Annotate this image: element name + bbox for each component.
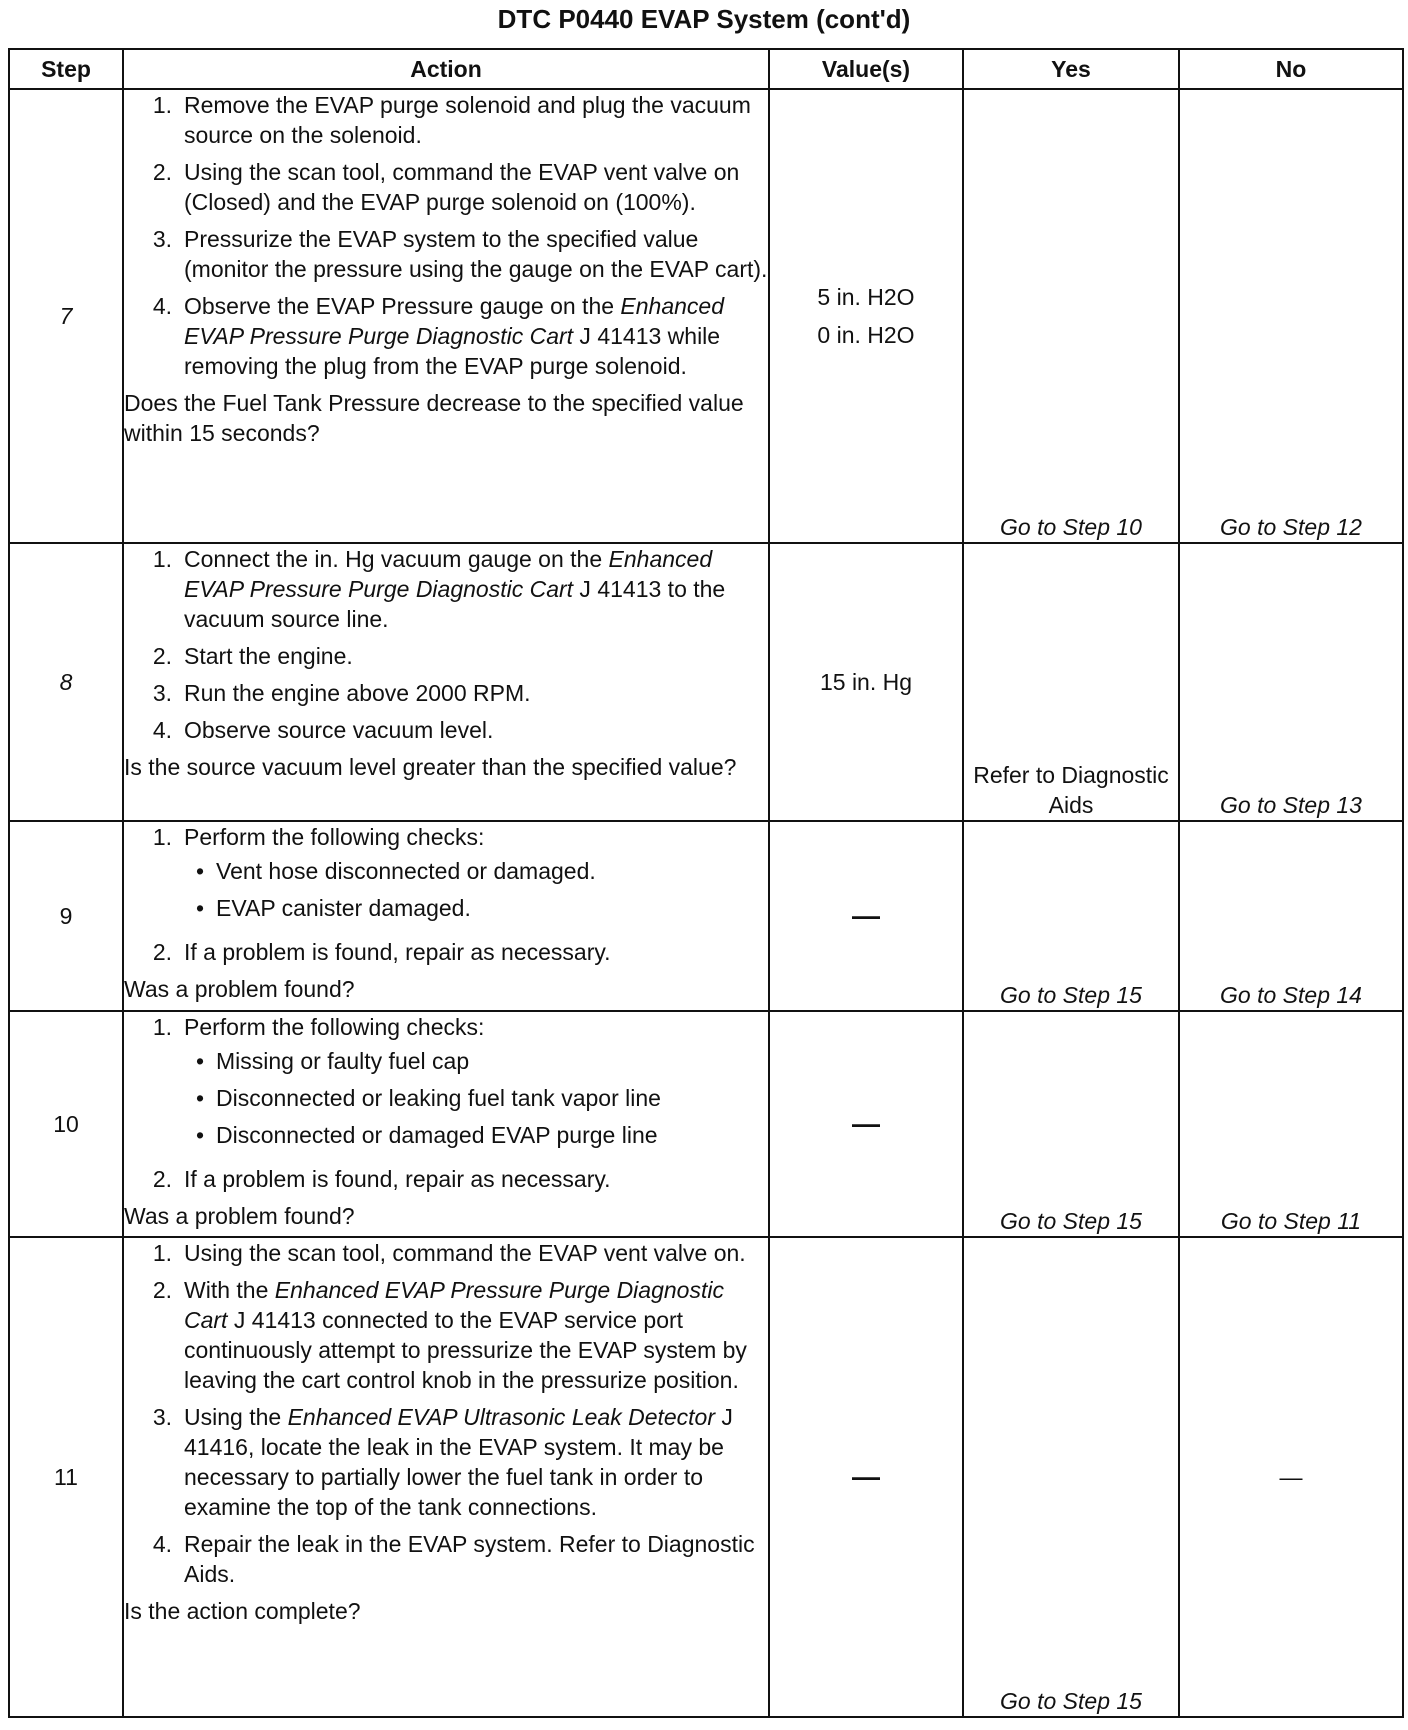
step-number: 7 bbox=[9, 89, 123, 543]
tool-name: Enhanced EVAP Ultrasonic Leak Detector bbox=[287, 1404, 716, 1430]
value-text: 0 in. H2O bbox=[817, 322, 915, 348]
action-step: 3. Using the Enhanced EVAP Ultrasonic Leak Detector J 41416, locate the leak in the EVAP system. It may be necessary to partially lower the fuel tank in order to examine the top of the tank connections. bbox=[152, 1404, 733, 1520]
action-step: 1. Connect the in. Hg vacuum gauge on the Enhanced EVAP Pressure Purge Diagnostic Cart J 41413 to the vacuum source line. bbox=[152, 546, 726, 632]
step-number: 10 bbox=[9, 1011, 123, 1237]
step-number: 11 bbox=[9, 1237, 123, 1717]
question-text: Does the Fuel Tank Pressure decrease to the specified value within 15 seconds? bbox=[124, 390, 744, 446]
values-cell bbox=[769, 543, 963, 821]
check-list bbox=[184, 856, 768, 923]
tool-name: Enhanced EVAP Pressure Purge Diagnostic Cart bbox=[184, 546, 713, 602]
action-step: 1. Remove the EVAP purge solenoid and plug the vacuum source on the solenoid. bbox=[152, 92, 751, 148]
action-step: 4. Observe the EVAP Pressure gauge on the Enhanced EVAP Pressure Purge Diagnostic Cart J 41413 while removing the plug from the EVAP purge solenoid. bbox=[152, 293, 725, 379]
value-dash: — bbox=[852, 899, 880, 931]
question-text: Was a problem found? bbox=[124, 976, 355, 1002]
action-cell bbox=[123, 89, 769, 543]
action-steps bbox=[124, 1012, 768, 1194]
page-title: DTC P0440 EVAP System (cont'd) bbox=[497, 4, 911, 34]
action-step: 1. Perform the following checks: • Vent hose disconnected or damaged. • EVAP canister damaged. bbox=[124, 822, 768, 930]
action-cell bbox=[123, 1237, 769, 1717]
action-step: 3. Pressurize the EVAP system to the specified value (monitor the pressure using the gauge on the EVAP cart). bbox=[152, 226, 768, 282]
action-step: 4. Repair the leak in the EVAP system. Refer to Diagnostic Aids. bbox=[152, 1531, 755, 1587]
check-item: • EVAP canister damaged. bbox=[195, 895, 471, 921]
yes-cell: Go to Step 15 bbox=[963, 1011, 1179, 1237]
values-cell bbox=[769, 1011, 963, 1237]
no-cell: Go to Step 11 bbox=[1179, 1011, 1403, 1237]
header-action: Action bbox=[123, 49, 769, 89]
action-steps bbox=[124, 1238, 768, 1589]
value-dash: — bbox=[852, 1460, 880, 1492]
action-cell bbox=[123, 543, 769, 821]
step-number: 9 bbox=[9, 821, 123, 1011]
values-cell bbox=[769, 1237, 963, 1717]
table-row bbox=[9, 89, 1403, 543]
yes-cell: Go to Step 15 bbox=[963, 821, 1179, 1011]
tool-name: Enhanced EVAP Pressure Purge Diagnostic Cart bbox=[184, 1277, 724, 1333]
action-step: 2. If a problem is found, repair as necessary. bbox=[152, 1166, 611, 1192]
check-list bbox=[184, 1046, 768, 1150]
tool-name: Enhanced EVAP Pressure Purge Diagnostic Cart bbox=[184, 293, 725, 349]
check-item: • Disconnected or damaged EVAP purge line bbox=[195, 1122, 658, 1148]
values-cell bbox=[769, 821, 963, 1011]
values-cell bbox=[769, 89, 963, 543]
action-step: 2. Using the scan tool, command the EVAP vent valve on (Closed) and the EVAP purge solenoid on (100%). bbox=[152, 159, 740, 215]
action-step: 1. Using the scan tool, command the EVAP vent valve on. bbox=[152, 1240, 746, 1266]
action-step: 2. With the Enhanced EVAP Pressure Purge Diagnostic Cart J 41413 connected to the EVAP service port continuously attempt to pressurize the EVAP system by leaving the cart control knob in the pressurize position. bbox=[152, 1277, 747, 1393]
table-row bbox=[9, 1237, 1403, 1717]
table-row bbox=[9, 543, 1403, 821]
action-cell bbox=[123, 1011, 769, 1237]
action-cell bbox=[123, 821, 769, 1011]
table-header-row bbox=[9, 49, 1403, 89]
check-item: • Disconnected or leaking fuel tank vapor line bbox=[195, 1085, 661, 1111]
question-text: Was a problem found? bbox=[124, 1203, 355, 1229]
check-item: • Vent hose disconnected or damaged. bbox=[195, 858, 596, 884]
question-text: Is the action complete? bbox=[124, 1598, 361, 1624]
step-number: 8 bbox=[9, 543, 123, 821]
table-row bbox=[9, 821, 1403, 1011]
action-steps bbox=[124, 90, 768, 381]
diagnostic-table bbox=[8, 48, 1404, 1718]
yes-cell: Go to Step 15 bbox=[963, 1237, 1179, 1717]
no-cell: Go to Step 12 bbox=[1179, 89, 1403, 543]
header-values: Value(s) bbox=[769, 49, 963, 89]
no-cell: Go to Step 14 bbox=[1179, 821, 1403, 1011]
value-dash: — bbox=[852, 1107, 880, 1139]
table-row bbox=[9, 1011, 1403, 1237]
yes-cell: Refer to Diagnostic Aids bbox=[963, 543, 1179, 821]
action-steps bbox=[124, 822, 768, 967]
action-step: 2. If a problem is found, repair as necessary. bbox=[152, 939, 611, 965]
header-step: Step bbox=[9, 49, 123, 89]
header-yes: Yes bbox=[963, 49, 1179, 89]
no-cell: Go to Step 13 bbox=[1179, 543, 1403, 821]
no-cell: — bbox=[1179, 1237, 1403, 1717]
yes-cell: Go to Step 10 bbox=[963, 89, 1179, 543]
header-no: No bbox=[1179, 49, 1403, 89]
action-steps bbox=[124, 544, 768, 745]
action-step: 4. Observe source vacuum level. bbox=[152, 717, 494, 743]
action-step: 3. Run the engine above 2000 RPM. bbox=[152, 680, 531, 706]
value-text: 15 in. Hg bbox=[819, 669, 913, 695]
action-step: 1. Perform the following checks: • Missing or faulty fuel cap • Disconnected or leaking fuel tank vapor line • Disconnected or damaged EVAP purge line bbox=[124, 1012, 768, 1157]
value-text: 5 in. H2O bbox=[817, 284, 915, 310]
action-step: 2. Start the engine. bbox=[152, 643, 353, 669]
question-text: Is the source vacuum level greater than the specified value? bbox=[124, 754, 737, 780]
check-item: • Missing or faulty fuel cap bbox=[195, 1048, 470, 1074]
